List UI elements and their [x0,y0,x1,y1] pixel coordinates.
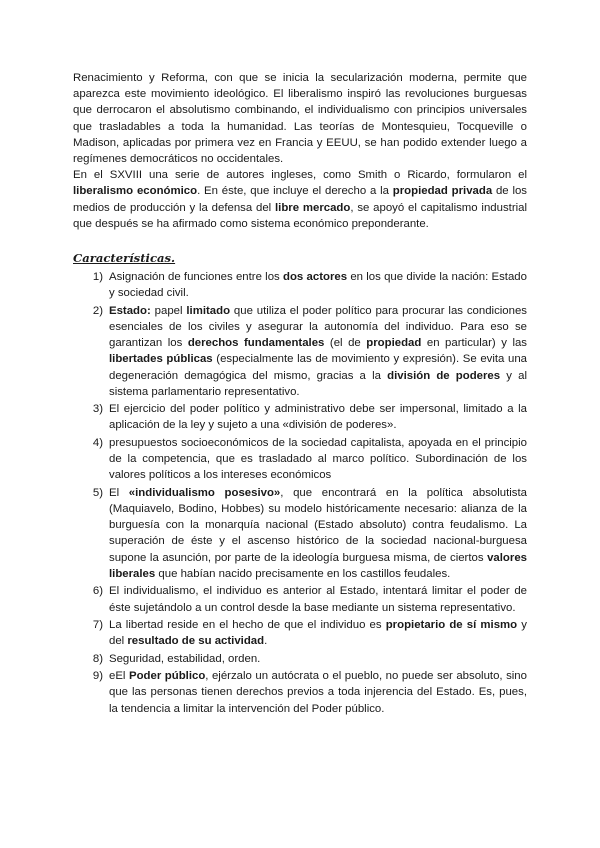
list-item-number: 4) [92,436,103,449]
bold-text: Poder público [128,670,206,683]
list-item [73,651,527,667]
list-item-number: 3) [92,403,103,416]
characteristics-list [73,269,527,717]
bold-text: propietario de sí mismo [385,619,518,632]
list-item [73,668,527,717]
text-run: El individualismo, el individuo es anterior al Estado, intentará limitar el poder de éste sujetándolo a un control desde la base mediante un sistema representativo. [109,585,527,614]
bold-text: liberalismo económico [73,185,198,198]
text-run: en particular) y las [421,337,528,350]
text-run: Seguridad, estabilidad, orden. [109,652,261,665]
bold-text: libre mercado [275,201,351,214]
list-item [73,485,527,582]
text-run: y del [109,619,527,648]
paragraph [73,70,527,167]
text-run: El [109,486,129,499]
text-run: El ejercicio del poder político y administrativo debe ser impersonal, limitado a la aplicación de la ley y sujeto a una «división de poderes». [109,403,527,432]
list-item [73,303,527,400]
list-item-text [109,651,527,667]
bold-text: derechos fundamentales [187,337,325,350]
text-run: . [264,635,268,648]
text-run: que habían nacido precisamente en los castillos feudales. [155,567,451,580]
list-item [73,435,527,484]
section-title: Características. [73,251,176,266]
list-item-number: 1) [92,271,103,284]
body-paragraphs [73,70,527,232]
list-item-number: 6) [92,585,103,598]
text-run: que utiliza el poder político para procurar las condiciones esenciales de los civiles y asegurar la autonomía del individuo. Para eso se garantizan los [109,304,527,350]
list-item [73,583,527,615]
text-run: , que encontrará en la política absolutista (Maquiavelo, Bodino, Hobbes) su modelo históricamente necesario: alianza de la burguesía con la monarquía nacional (Estado absoluto) contra feudalismo. La superación de éste y el ascenso histórico de la sociedad nacional-burguesa supone la asunción, por parte de la ideología burguesa misma, de ciertos [109,486,527,564]
list-item-text [109,303,527,400]
text-run: y al sistema parlamentario representativo. [109,369,527,398]
text-run: , se apoyó el capitalismo industrial que después se ha afirmado como sistema económico preponderante. [73,201,528,230]
list-item-text [109,269,527,301]
text-run: en los que divide la nación: Estado y sociedad civil. [109,271,527,300]
text-run: papel [150,304,187,317]
list-item-text [109,668,527,717]
bold-text: división de poderes [387,369,501,382]
bold-text: propiedad privada [392,185,493,198]
list-item-number: 9) [92,670,103,683]
spacer [73,232,527,250]
bold-text: limitado [186,304,231,317]
list-item [73,269,527,301]
text-run: presupuestos socioeconómicos de la sociedad capitalista, apoyada en el principio de la competencia, que es trasladado al marco político. Subordinación de los valores políticos a los intereses económicos [109,436,527,482]
bold-text: propiedad [366,337,422,350]
list-item-text [109,435,527,484]
list-item-number: 7) [92,619,103,632]
list-item-number: 2) [92,304,103,317]
text-run: de los medios de producción y la defensa del [73,185,528,214]
text-run: En el SXVIII una serie de autores ingleses, como Smith o Ricardo, formularon el [73,169,527,182]
text-run: (especialmente las de movimiento y expresión). Se evita una degeneración demagógica del mismo, gracias a la [109,353,528,382]
bold-text: Estado: [109,304,151,317]
bold-text: libertades públicas [109,353,213,366]
text-run: La libertad reside en el hecho de que el individuo es [109,619,386,632]
list-item-text [109,617,527,649]
text-run: Renacimiento y Reforma, con que se inicia la secularización moderna, permite que aparezca este movimiento ideológico. El liberalismo inspiró las revoluciones burguesas que derrocaron el absolutismo combinando, el individualismo con principios universales que trasladables a toda la humanidad. Las teorías de Montesquieu, Tocqueville o Madison, aplicadas por primera vez en Francia y EEUU, se han podido extender luego a regímenes democráticos no occidentales. [73,72,527,166]
bold-text: valores liberales [109,551,527,580]
paragraph [73,167,527,232]
list-item-number: 5) [92,486,103,499]
bold-text: «individualismo posesivo» [128,486,281,499]
list-item [73,401,527,433]
list-item [73,617,527,649]
text-run: . En éste, que incluye el derecho a la [197,185,393,198]
text-run: Asignación de funciones entre los [109,271,284,284]
text-run: eEl [109,670,129,683]
bold-text: dos actores [283,271,348,284]
text-run: (el de [324,337,367,350]
list-item-text [109,401,527,433]
list-item-text [109,485,527,582]
list-item-number: 8) [92,652,103,665]
text-run: , ejérzalo un autócrata o el pueblo, no puede ser absoluto, sino que las personas tienen derechos previos a toda injerencia del Estado. Es, pues, la tendencia a limitar la intervención del Poder público. [109,670,527,715]
bold-text: resultado de su actividad [127,635,265,648]
list-item-text [109,583,527,615]
